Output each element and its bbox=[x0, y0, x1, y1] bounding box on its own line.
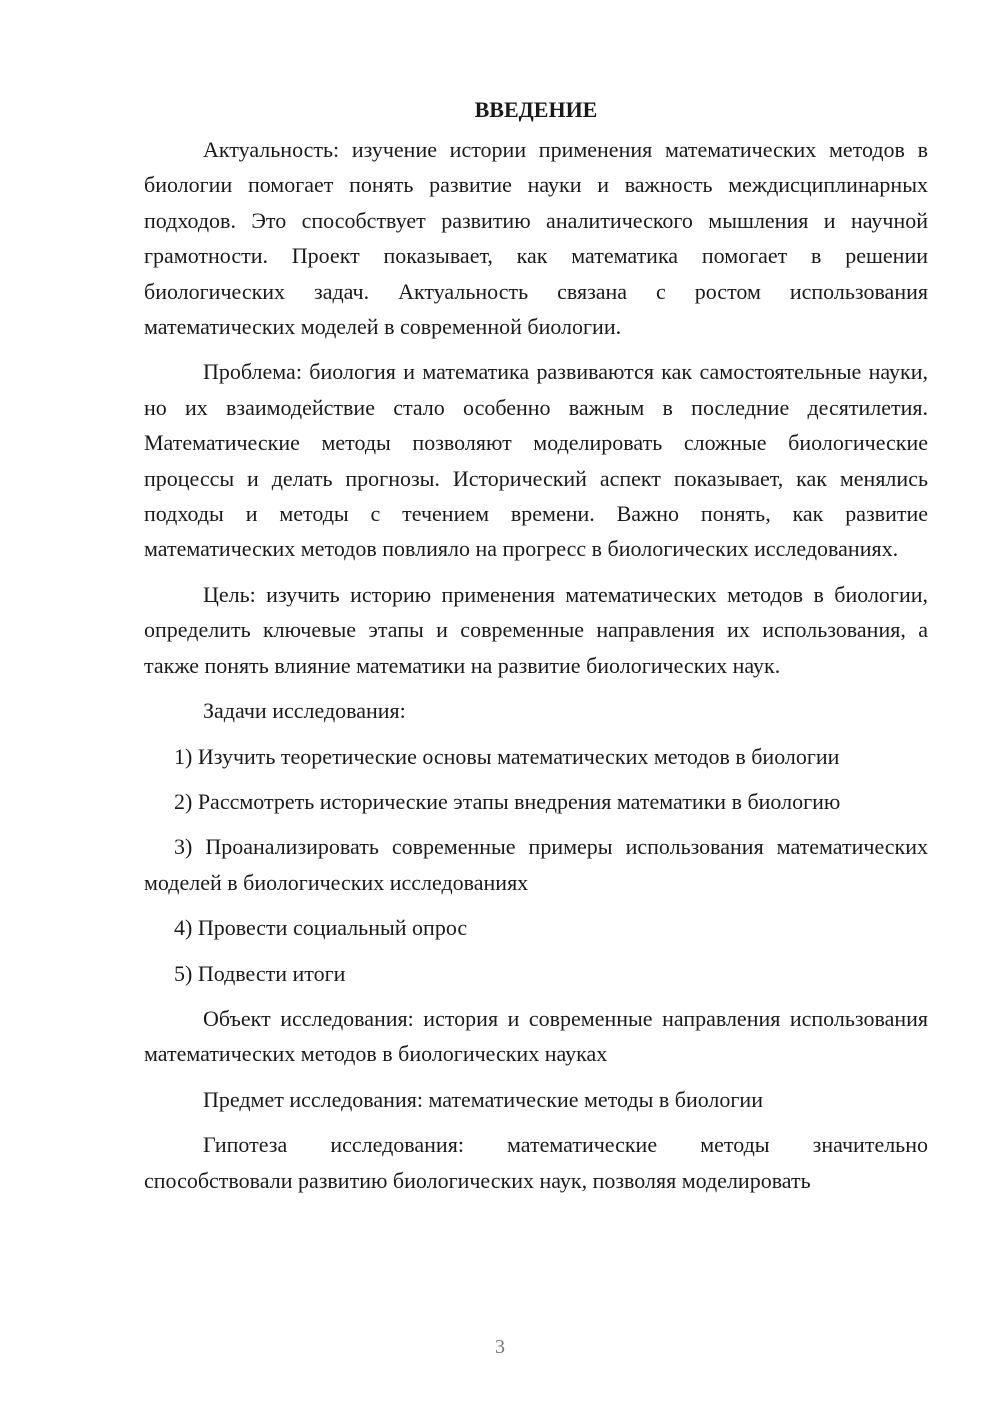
list-item: 3) Проанализировать современные примеры использования математических моделей в биологических исследованиях bbox=[144, 834, 928, 895]
list-item: 5) Подвести итоги bbox=[174, 960, 346, 986]
tasks-list bbox=[144, 739, 928, 991]
paragraph-relevance: Актуальность: изучение истории применения математических методов в биологии помогает понять развитие науки и важность междисциплинарных подходов. Это способствует развитию аналитического мышления и научной грамотности. Проект показывает, как математика помогает в решении биологических задач. Актуальность связана с ростом использования математических моделей в современной биологии. bbox=[144, 137, 928, 340]
paragraph-hypothesis: Гипотеза исследования: математические методы значительно способствовали развитию биологических наук, позволяя моделировать bbox=[144, 1132, 928, 1193]
page-number: 3 bbox=[495, 1336, 505, 1358]
section-heading: ВВЕДЕНИЕ bbox=[474, 97, 598, 122]
list-item: 4) Провести социальный опрос bbox=[174, 915, 468, 941]
document-page bbox=[144, 92, 928, 1208]
list-item: 2) Рассмотреть исторические этапы внедрения математики в биологию bbox=[174, 788, 841, 814]
tasks-title: Задачи исследования: bbox=[203, 698, 406, 724]
paragraph-goal: Цель: изучить историю применения математических методов в биологии, определить ключевые этапы и современные направления их использования, а также понять влияние математики на развитие биологических наук. bbox=[144, 581, 928, 678]
list-item: 1) Изучить теоретические основы математических методов в биологии bbox=[174, 743, 840, 769]
paragraph-subject: Предмет исследования: математические методы в биологии bbox=[203, 1086, 763, 1112]
paragraph-problem: Проблема: биология и математика развиваются как самостоятельные науки, но их взаимодействие стало особенно важным в последние десятилетия. Математические методы позволяют моделировать сложные биологические процессы и делать прогнозы. Исторический аспект показывает, как менялись подходы и методы с течением времени. Важно понять, как развитие математических методов повлияло на прогресс в биологических исследованиях. bbox=[144, 359, 928, 562]
paragraph-object: Объект исследования: история и современные направления использования математических методов в биологических науках bbox=[144, 1005, 928, 1067]
